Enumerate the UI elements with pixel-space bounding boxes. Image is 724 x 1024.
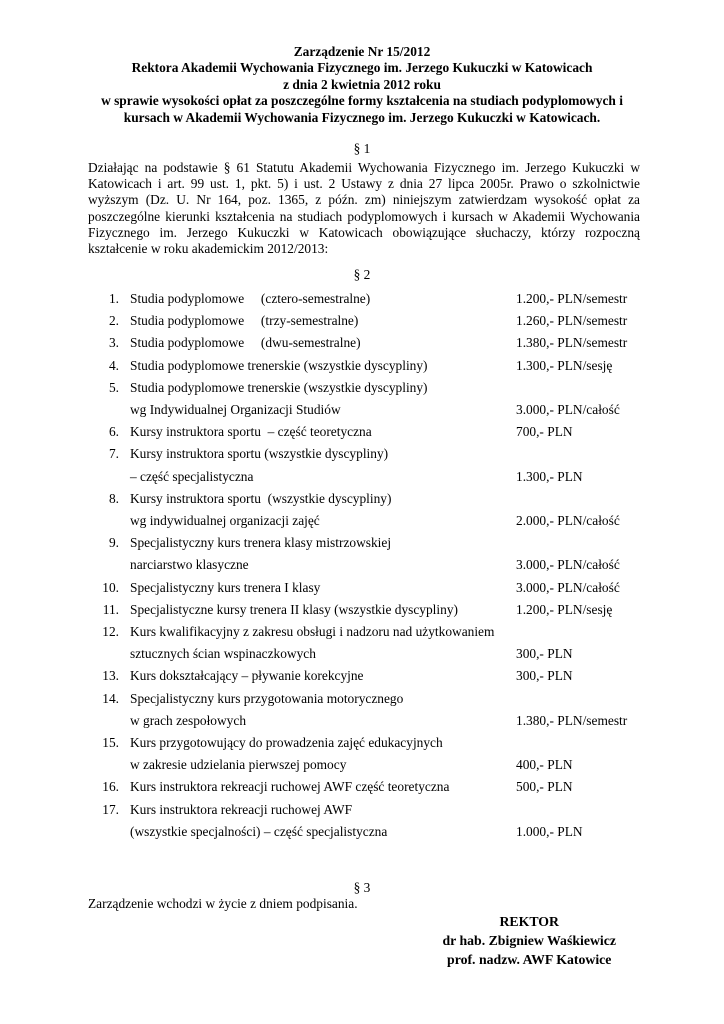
fee-item-line (0, 690, 724, 707)
fee-item-description: Specjalistyczny kurs trenera klasy mistrzowskiej (130, 535, 392, 551)
fee-item-number: 7. (108, 446, 119, 462)
fee-item-description: Studia podyplomowe trenerskie (wszystkie dyscypliny) (130, 379, 428, 395)
fee-item-number: 10. (102, 579, 119, 595)
fee-item-description: w grach zespołowych (130, 712, 247, 728)
fee-item-price: 500,- PLN (516, 779, 573, 795)
fee-item-number: 12. (102, 624, 119, 639)
fee-item-description: (wszystkie specjalności) – część specjalistyczna (130, 823, 388, 839)
fee-item-line (0, 645, 724, 662)
fee-item-price: 1.200,- PLN/sesję (516, 601, 613, 617)
header-issuer: Rektora Akademii Wychowania Fizycznego im. Jerzego Kukuczki w Katowicach (131, 60, 593, 76)
fee-item-line (0, 290, 724, 307)
fee-item-description: Kurs dokształcający – pływanie korekcyjne (130, 668, 364, 684)
fee-item-description: Specjalistyczne kursy trenera II klasy (wszystkie dyscypliny) (130, 601, 458, 617)
fee-item-price: 1.300,- PLN/sesję (516, 357, 613, 373)
section-1-mark: § 1 (353, 141, 371, 156)
fee-item-description: Kurs instruktora rekreacji ruchowej AWF (130, 801, 353, 817)
signature-name: dr hab. Zbigniew Waśkiewicz (442, 933, 616, 948)
fee-item-price: 1.380,- PLN/semestr (516, 712, 628, 728)
signature-position: prof. nadzw. AWF Katowice (447, 952, 612, 967)
fee-item-price: 1.300,- PLN (516, 468, 583, 484)
fee-item-line (0, 534, 724, 551)
fee-item-number: 1. (108, 291, 119, 306)
fee-item-price: 300,- PLN (516, 668, 573, 684)
signature-title: REKTOR (499, 914, 559, 929)
paragraph-line: Katowicach i art. 99 ust. 1, pkt. 5) i ust. 2 Ustawy z dnia 27 lipca 2005r. Prawo o szkolnictwie (88, 176, 640, 192)
fee-item-line (0, 667, 724, 684)
fee-item-line (0, 423, 724, 440)
fee-item-line (0, 490, 724, 507)
paragraph-line: Działając na podstawie § 61 Statutu Akademii Wychowania Fizycznego im. Jerzego Kukuczki w (88, 160, 640, 175)
fee-item-number: 9. (108, 535, 119, 551)
paragraph-line: wyższym (Dz. U. Nr 164, poz. 1365, z późn. zm) niniejszym zatwierdzam wysokość opłat za (88, 192, 640, 208)
fee-item-description: wg Indywidualnej Organizacji Studiów (130, 402, 341, 417)
fee-item-price: 3.000,- PLN/całość (516, 402, 620, 417)
fee-item-line (0, 579, 724, 596)
fee-item-line (0, 778, 724, 795)
fee-item-price: 700,- PLN (516, 424, 573, 440)
fee-item-price: 2.000,- PLN/całość (516, 513, 620, 528)
fee-item-price: 3.000,- PLN/całość (516, 557, 620, 573)
fee-item-description: Studia podyplomowe (trzy-semestralne) (130, 313, 359, 329)
fee-item-description: Specjalistyczny kurs trenera I klasy (130, 579, 321, 595)
fee-item-price: 1.260,- PLN/semestr (516, 313, 628, 329)
fee-item-price: 3.000,- PLN/całość (516, 579, 620, 595)
fee-item-description: – część specjalistyczna (130, 468, 254, 484)
section-1-paragraph (88, 160, 640, 257)
fee-item-line (0, 468, 724, 485)
fee-item-description: Studia podyplomowe trenerskie (wszystkie dyscypliny) (130, 357, 428, 373)
fee-item-line (0, 512, 724, 529)
fee-item-number: 17. (102, 801, 119, 817)
fee-item-price: 300,- PLN (516, 646, 573, 662)
fee-item-description: Kursy instruktora sportu (wszystkie dyscypliny) (130, 446, 389, 462)
fee-item-line (0, 823, 724, 840)
header-subject-line-2: kursach w Akademii Wychowania Fizycznego im. Jerzego Kukuczki w Katowicach. (123, 109, 601, 125)
fee-item-number: 6. (108, 424, 119, 440)
fee-item-line (0, 801, 724, 818)
closing-statement: Zarządzenie wchodzi w życie z dniem podpisania. (88, 896, 358, 911)
fee-item-line (0, 379, 724, 396)
fee-item-line (0, 734, 724, 751)
fee-item-number: 13. (102, 668, 119, 684)
fee-item-line (0, 334, 724, 351)
fee-item-description: wg indywidualnej organizacji zajęć (130, 513, 320, 528)
fee-item-description: Specjalistyczny kurs przygotowania motorycznego (130, 690, 404, 706)
paragraph-line: Fizycznego im. Jerzego Kukuczki w Katowicach obowiązujące słuchaczy, którzy rozpoczną (88, 224, 640, 240)
fee-item-number: 14. (102, 690, 119, 706)
fee-item-description: Studia podyplomowe (dwu-semestralne) (130, 335, 361, 351)
fee-item-line (0, 623, 724, 640)
fee-item-number: 3. (108, 335, 119, 351)
fee-item-number: 8. (108, 490, 119, 506)
fee-item-line (0, 756, 724, 773)
header-title: Zarządzenie Nr 15/2012 (293, 44, 431, 59)
fee-item-description: Kursy instruktora sportu (wszystkie dyscypliny) (130, 490, 392, 506)
fee-item-description: Kurs przygotowujący do prowadzenia zajęć edukacyjnych (130, 735, 443, 750)
section-3-mark: § 3 (353, 880, 371, 895)
paragraph-line: kształcenie w roku akademickim 2012/2013: (88, 241, 329, 257)
fee-item-description: Kurs kwalifikacyjny z zakresu obsługi i nadzoru nad użytkowaniem (130, 624, 495, 639)
fee-item-description: Kursy instruktora sportu – część teoretyczna (130, 424, 372, 440)
fee-item-line (0, 712, 724, 729)
fee-item-line (0, 445, 724, 462)
header-subject-line-1: w sprawie wysokości opłat za poszczególne formy kształcenia na studiach podyplomowych i (101, 93, 623, 109)
fee-item-number: 16. (102, 779, 119, 795)
fee-item-number: 2. (108, 313, 119, 329)
header-date: z dnia 2 kwietnia 2012 roku (283, 76, 441, 92)
signature-block (442, 912, 616, 969)
fee-item-line (0, 357, 724, 374)
fee-item-description: w zakresie udzielania pierwszej pomocy (130, 757, 347, 773)
document-header (60, 44, 664, 126)
fee-item-number: 11. (102, 601, 119, 617)
fee-item-line (0, 556, 724, 573)
section-2-mark: § 2 (353, 267, 371, 282)
fee-item-number: 5. (108, 379, 119, 395)
fee-item-number: 4. (108, 357, 119, 373)
fee-item-description: Kurs instruktora rekreacji ruchowej AWF część teoretyczna (130, 779, 450, 795)
fee-item-description: sztucznych ścian wspinaczkowych (130, 646, 316, 662)
fee-item-line (0, 312, 724, 329)
fee-item-description: Studia podyplomowe (cztero-semestralne) (130, 291, 371, 306)
fee-item-price: 1.200,- PLN/semestr (516, 291, 628, 306)
fee-item-price: 400,- PLN (516, 757, 573, 773)
paragraph-line: poszczególne kierunki kształcenia na studiach podyplomowych i kursach w Akademii Wychowania (88, 208, 640, 224)
fee-item-description: narciarstwo klasyczne (130, 557, 249, 573)
fee-item-number: 15. (102, 735, 119, 750)
fee-item-line (0, 401, 724, 418)
fee-item-price: 1.000,- PLN (516, 823, 583, 839)
fee-item-line (0, 601, 724, 618)
fee-item-price: 1.380,- PLN/semestr (516, 335, 628, 351)
